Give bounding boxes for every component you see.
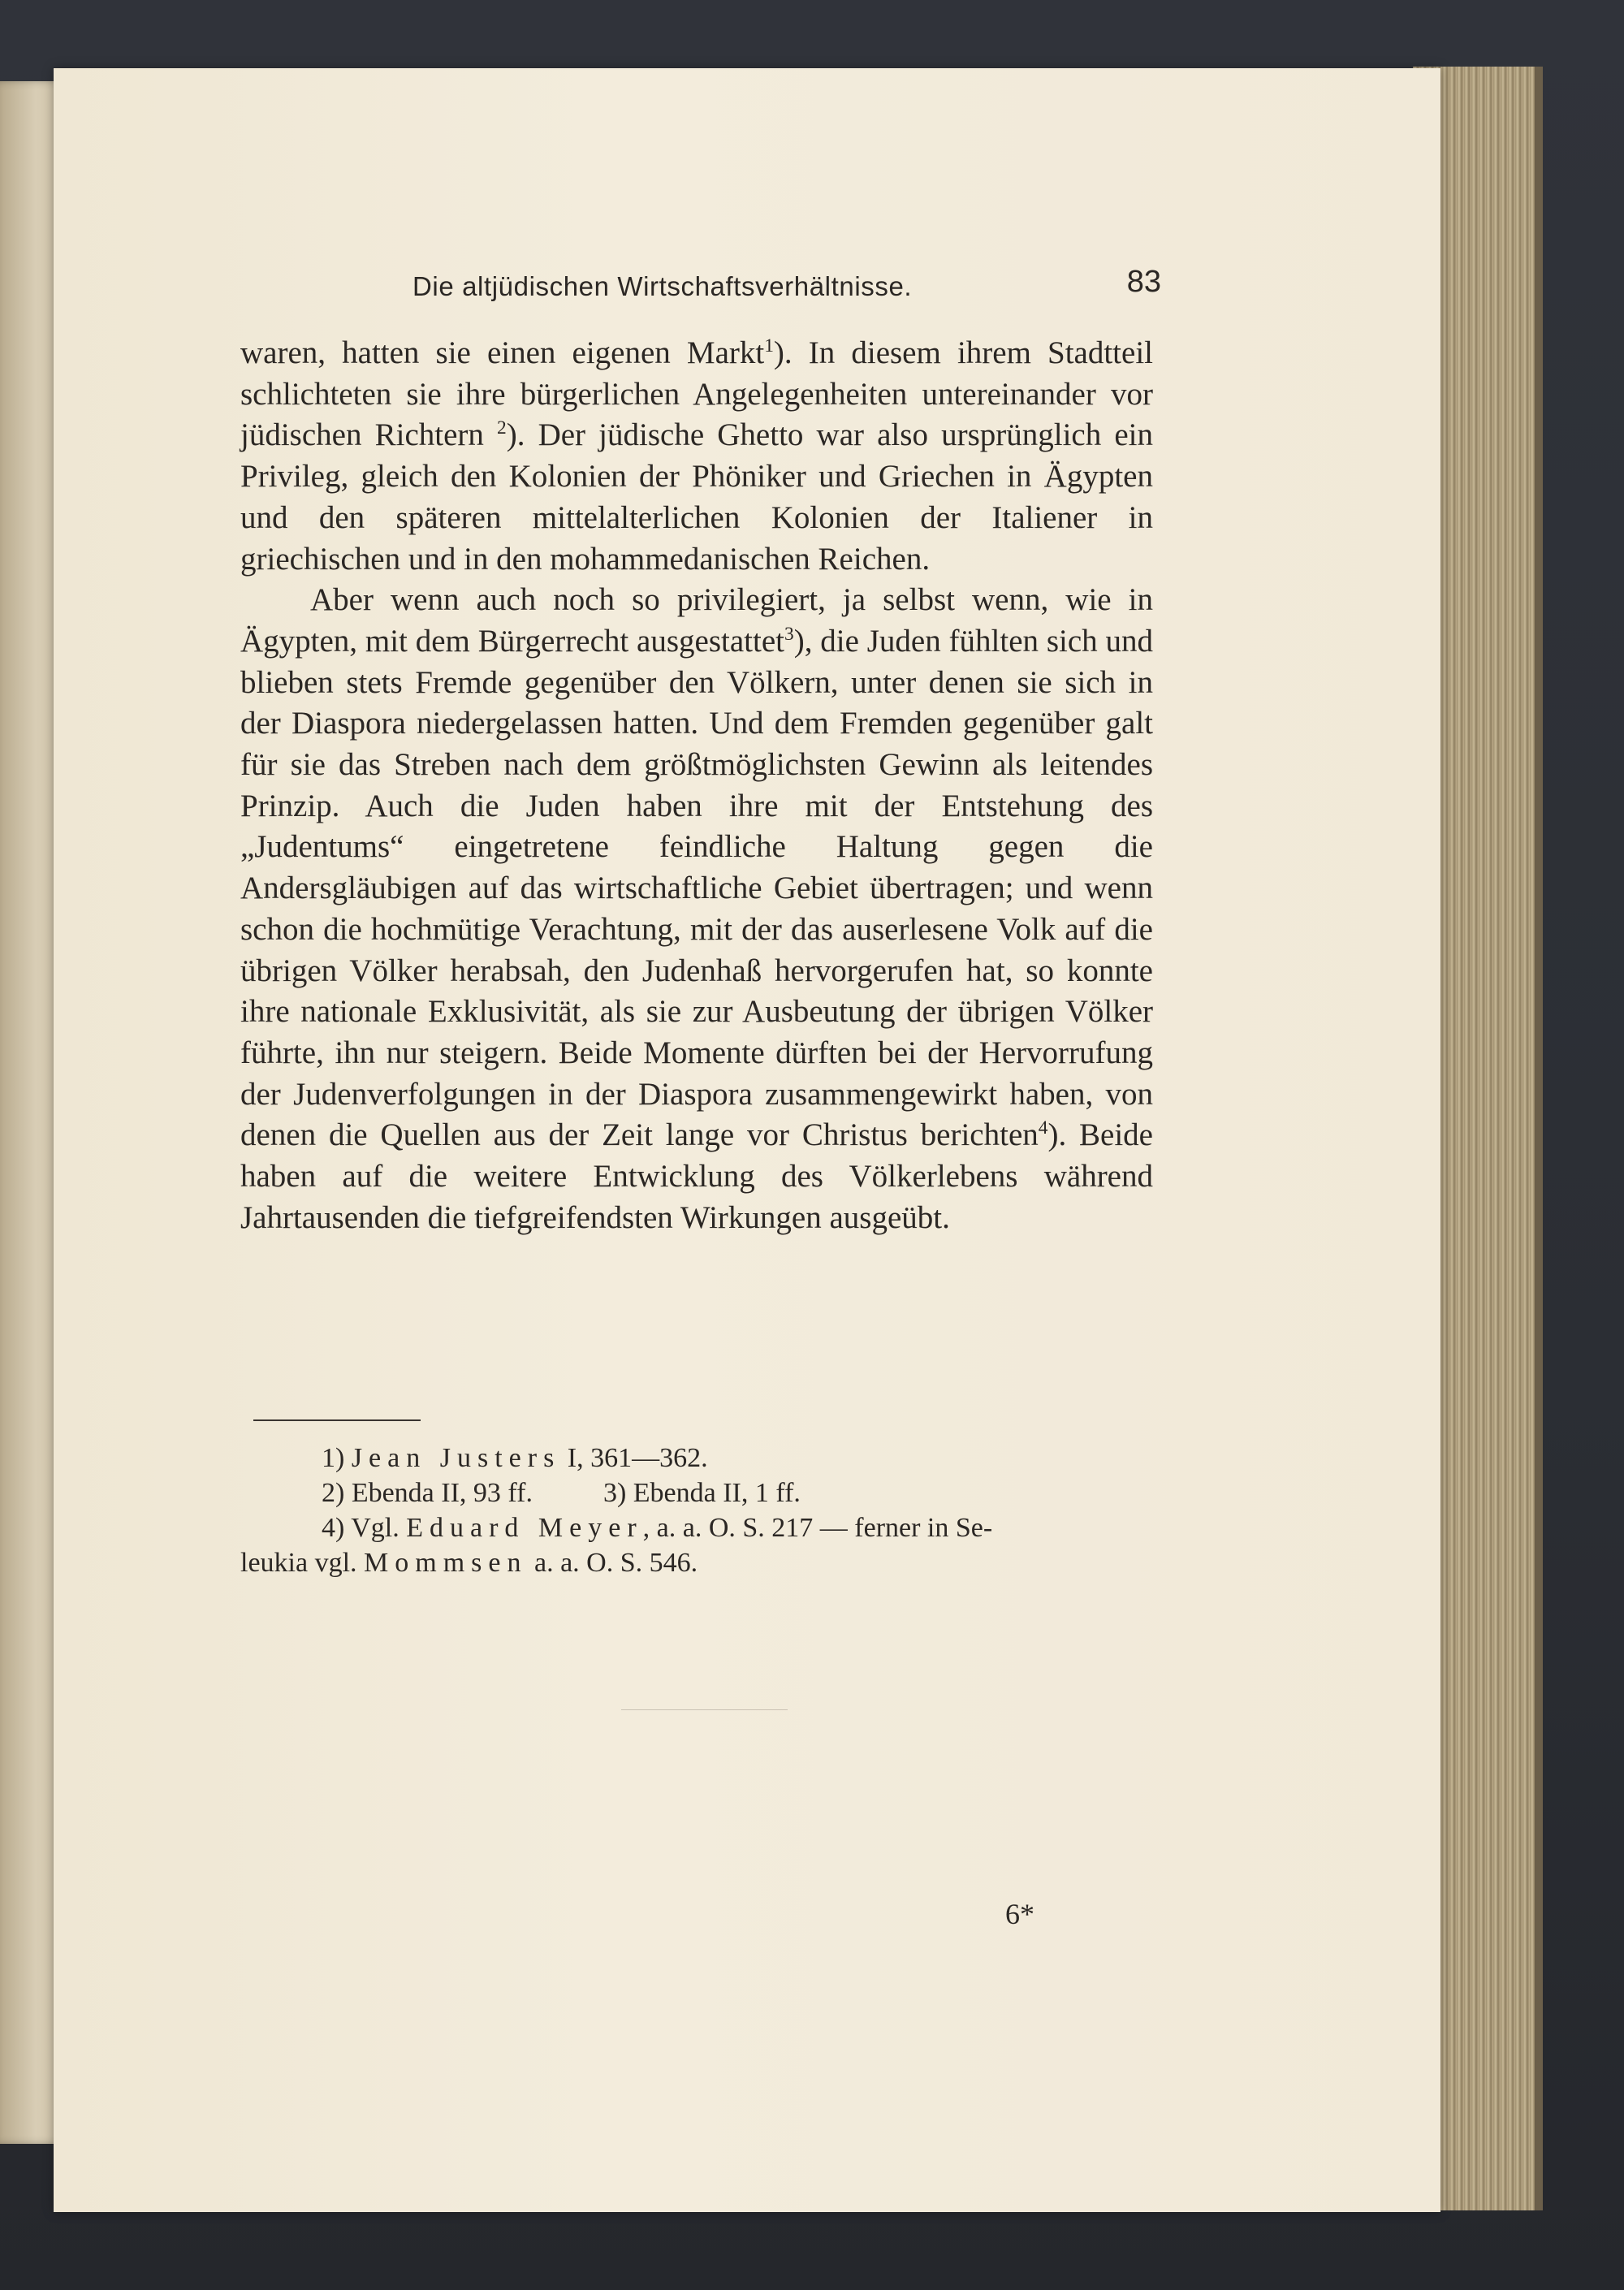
- body-paragraph: [240, 333, 1153, 580]
- footnote-reference: 3: [784, 623, 794, 645]
- footnote-2: 2) Ebenda II, 93 ff.: [322, 1478, 533, 1508]
- footnote-1: [240, 1441, 1153, 1476]
- body-text-segment: Aber wenn auch noch so privilegiert, ja selbst wenn, wie in Ägypten, mit dem Bürgerrecht ausgestattet: [240, 582, 1153, 659]
- footnote-4-marker: 4) Vgl.: [322, 1513, 400, 1543]
- footnote-4-line2-start: leukia vgl.: [240, 1548, 357, 1578]
- page-number: 83: [1126, 265, 1161, 299]
- footnote-4-author: Eduard Meyer: [406, 1513, 643, 1543]
- footnote-4-line2-text: a. a. O. S. 546.: [533, 1548, 698, 1578]
- footnotes: [240, 1441, 1153, 1580]
- body-text-segment: ). Der jüdische Ghetto war also ursprünglich ein Privileg, gleich den Kolonien der Phöniker und Griechen in Ägypten und den späteren mittelalterlichen Kolonien der Italiener in griechischen und in den mohammedanischen Reichen.: [240, 417, 1153, 577]
- footnote-reference: 2: [497, 417, 507, 439]
- running-head: [240, 265, 1161, 310]
- footnote-reference: 1: [764, 335, 774, 356]
- footnote-1-marker: 1): [322, 1443, 345, 1473]
- body-text-segment: ), die Juden fühlten sich und blieben stets Fremde gegenüber den Völkern, unter denen sie sich in der Diaspora niedergelassen hatten. Und dem Fremden gegenüber galt für sie das Streben nach dem größtmöglichsten Gewinn als leitendes Prinzip. Auch die Juden haben ihre mit der Entstehung des „Judentums“ eingetretene feindliche Haltung gegen die Andersgläubigen auf das wirtschaftliche Gebiet übertragen; und wenn schon die hochmütige Verachtung, mit der das auserlesene Volk auf die übrigen Völker herabsah, den Judenhaß hervorgerufen hat, so konnte ihre nationale Exklusivität, als sie zur Ausbeutung der übrigen Völker führte, ihn nur steigern. Beide Momente dürften bei der Hervorrufung der Judenverfolgungen in der Diaspora zusammengewirkt haben, von denen die Quellen aus der Zeit lange vor Christus berichten: [240, 623, 1153, 1153]
- footnote-3: 3) Ebenda II, 1 ff.: [603, 1478, 801, 1508]
- body-paragraph: [240, 580, 1153, 1238]
- body-text-segment: waren, hatten sie einen eigenen Markt: [240, 335, 765, 370]
- body-text-segment: ). Beide haben auf die weitere Entwicklung des Völkerlebens während Jahrtausenden die tiefgreifendsten Wirkungen ausgeübt.: [240, 1117, 1153, 1235]
- footnote-reference: 4: [1038, 1117, 1048, 1139]
- footnote-4-continued: [240, 1545, 1153, 1580]
- footnote-1-author: Jean Justers: [351, 1443, 561, 1473]
- signature-mark: 6*: [1005, 1898, 1034, 1930]
- footnote-2-3: [240, 1476, 1153, 1510]
- footnote-rule: [253, 1419, 421, 1421]
- footnote-1-text: I, 361—362.: [567, 1443, 708, 1473]
- footnote-4-author-2: Mommsen: [364, 1548, 528, 1578]
- show-through-rule: [621, 1709, 788, 1710]
- footnote-4-text: , a. a. O. S. 217 — ferner in Se-: [642, 1513, 993, 1543]
- body-text: [240, 333, 1153, 1238]
- footnote-4: [240, 1510, 1153, 1545]
- running-head-title: Die altjüdischen Wirtschaftsverhältnisse.: [412, 271, 913, 301]
- body-text-segment: ). In diesem ihrem Stadtteil schlichteten sie ihre bürgerlichen Angelegenheiten untereinander vor jüdischen Richtern: [240, 335, 1154, 453]
